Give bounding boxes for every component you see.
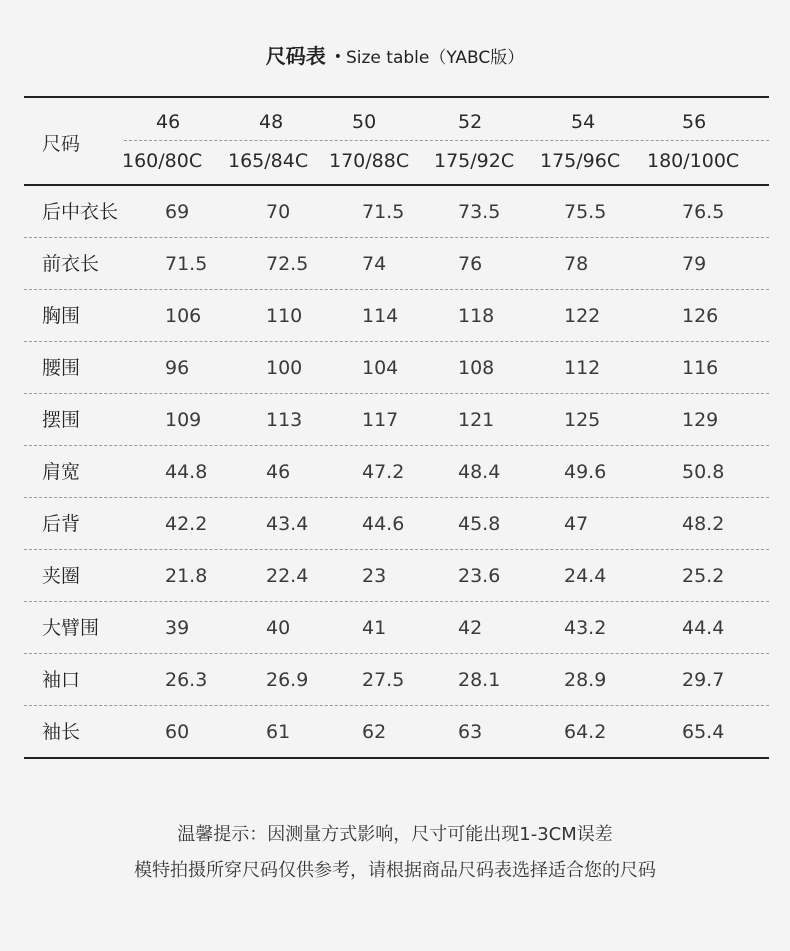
measurement-value: 76: [458, 253, 483, 275]
measurement-value: 72.5: [266, 253, 309, 275]
table-row: [24, 342, 769, 394]
measurement-value: 23: [362, 565, 387, 587]
size-cell: 50: [352, 111, 377, 133]
measurement-name: 后中衣长: [42, 201, 119, 223]
size-cell: 46: [156, 111, 181, 133]
measurement-value: 46: [266, 461, 291, 483]
measurement-name: 前衣长: [42, 253, 100, 275]
measurement-value: 48.4: [458, 461, 501, 483]
header-label: 尺码: [42, 133, 81, 155]
size-table-body: [24, 186, 769, 757]
measurement-value: 47.2: [362, 461, 405, 483]
table-row: [24, 602, 769, 654]
model-note: 模特拍摄所穿尺码仅供参考，请根据商品尺码表选择适合您的尺码: [134, 860, 656, 881]
measurement-value: 73.5: [458, 201, 501, 223]
measurement-value: 110: [266, 305, 303, 327]
spec-cell: 170/88C: [329, 150, 410, 172]
table-row: [24, 706, 769, 757]
measurement-value: 27.5: [362, 669, 405, 691]
title-dot: •: [333, 49, 342, 65]
measurement-name: 腰围: [42, 357, 81, 379]
measurement-value: 64.2: [564, 721, 607, 743]
measurement-value: 70: [266, 201, 291, 223]
measurement-value: 29.7: [682, 669, 725, 691]
measurement-name: 大臂围: [42, 617, 100, 639]
measurement-value: 44.4: [682, 617, 725, 639]
size-cell: 56: [682, 111, 707, 133]
size-cell: 48: [259, 111, 284, 133]
measurement-value: 60: [165, 721, 190, 743]
measurement-name: 袖长: [42, 721, 81, 743]
measurement-value: 65.4: [682, 721, 725, 743]
measurement-name: 肩宽: [42, 461, 81, 483]
measurement-value: 125: [564, 409, 601, 431]
table-row: [24, 394, 769, 446]
measurement-value: 69: [165, 201, 190, 223]
size-table-header: [24, 98, 769, 186]
measurement-value: 28.1: [458, 669, 501, 691]
measurement-value: 45.8: [458, 513, 501, 535]
measurement-value: 24.4: [564, 565, 607, 587]
measurement-name: 夹圈: [42, 565, 81, 587]
measurement-value: 114: [362, 305, 399, 327]
table-row: [24, 498, 769, 550]
measurement-value: 129: [682, 409, 719, 431]
measurement-value: 48.2: [682, 513, 725, 535]
measurement-value: 26.9: [266, 669, 309, 691]
measurement-value: 108: [458, 357, 495, 379]
spec-cell: 180/100C: [647, 150, 740, 172]
measurement-value: 121: [458, 409, 495, 431]
measurement-value: 116: [682, 357, 719, 379]
spec-cell: 175/96C: [540, 150, 621, 172]
measurement-value: 96: [165, 357, 190, 379]
measurement-value: 79: [682, 253, 707, 275]
measurement-value: 113: [266, 409, 303, 431]
measurement-value: 44.6: [362, 513, 405, 535]
tip-note: 温馨提示：因测量方式影响，尺寸可能出现1-3CM误差: [177, 824, 613, 845]
table-row: [24, 290, 769, 342]
size-table: [24, 96, 769, 759]
measurement-value: 40: [266, 617, 291, 639]
size-cell: 52: [458, 111, 483, 133]
measurement-value: 109: [165, 409, 202, 431]
header-divider: [124, 140, 769, 141]
measurement-value: 71.5: [362, 201, 405, 223]
spec-cell: 175/92C: [434, 150, 515, 172]
measurement-value: 43.4: [266, 513, 309, 535]
measurement-value: 43.2: [564, 617, 607, 639]
measurement-value: 28.9: [564, 669, 607, 691]
measurement-value: 118: [458, 305, 495, 327]
table-row: [24, 654, 769, 706]
measurement-value: 22.4: [266, 565, 309, 587]
measurement-value: 63: [458, 721, 483, 743]
measurement-value: 61: [266, 721, 291, 743]
table-row: [24, 238, 769, 290]
measurement-value: 104: [362, 357, 399, 379]
measurement-value: 21.8: [165, 565, 208, 587]
table-row: [24, 446, 769, 498]
measurement-value: 71.5: [165, 253, 208, 275]
measurement-value: 50.8: [682, 461, 725, 483]
measurement-value: 44.8: [165, 461, 208, 483]
page-title: [0, 40, 790, 69]
title-subtitle: Size table（YABC版）: [345, 48, 525, 68]
measurement-name: 胸围: [42, 305, 81, 327]
measurement-value: 26.3: [165, 669, 208, 691]
size-cell: 54: [571, 111, 596, 133]
measurement-value: 106: [165, 305, 202, 327]
measurement-value: 112: [564, 357, 601, 379]
measurement-value: 75.5: [564, 201, 607, 223]
spec-cell: 160/80C: [122, 150, 203, 172]
table-row: [24, 550, 769, 602]
measurement-value: 62: [362, 721, 387, 743]
measurement-name: 袖口: [42, 669, 81, 691]
measurement-value: 78: [564, 253, 589, 275]
spec-cell: 165/84C: [228, 150, 309, 172]
measurement-value: 25.2: [682, 565, 725, 587]
measurement-value: 76.5: [682, 201, 725, 223]
title-main: 尺码表: [265, 44, 326, 68]
measurement-value: 47: [564, 513, 589, 535]
measurement-value: 39: [165, 617, 190, 639]
measurement-name: 摆围: [42, 409, 81, 431]
measurement-value: 49.6: [564, 461, 607, 483]
measurement-value: 117: [362, 409, 399, 431]
measurement-value: 42: [458, 617, 483, 639]
measurement-value: 74: [362, 253, 387, 275]
table-row: [24, 186, 769, 238]
measurement-value: 23.6: [458, 565, 501, 587]
measurement-value: 41: [362, 617, 387, 639]
measurement-value: 126: [682, 305, 719, 327]
measurement-value: 122: [564, 305, 601, 327]
measurement-value: 100: [266, 357, 303, 379]
measurement-name: 后背: [42, 513, 81, 535]
measurement-value: 42.2: [165, 513, 208, 535]
